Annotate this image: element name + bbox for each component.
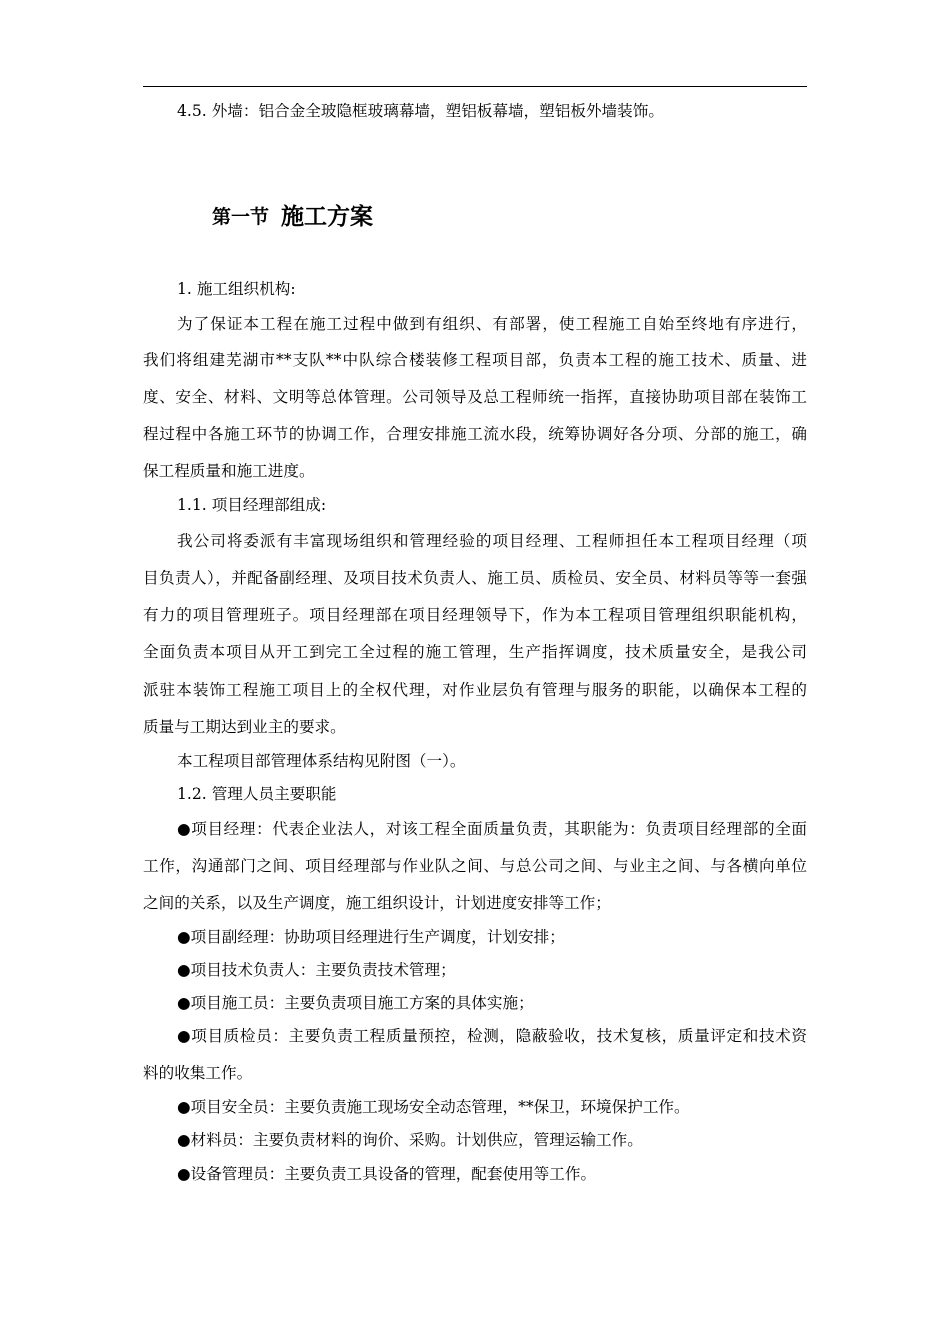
paragraph-1-line: 我们将组建芜湖市**支队**中队综合楼装修工程项目部，负责本工程的施工技术、质量、进 xyxy=(143,351,807,369)
duty-project-manager-line: ●项目经理：代表企业法人，对该工程全面质量负责，其职能为：负责项目经理部的全面 xyxy=(177,820,807,838)
heading-1-organization: 1. 施工组织机构: xyxy=(177,280,296,298)
duty-technical-lead: ●项目技术负责人：主要负责技术管理； xyxy=(177,961,456,979)
paragraph-2-line: 派驻本装饰工程施工项目上的全权代理，对作业层负有管理与服务的职能，以确保本工程的 xyxy=(143,681,807,699)
paragraph-1-line: 程过程中各施工环节的协调工作，合理安排施工流水段，统筹协调好各分项、分部的施工，确 xyxy=(143,425,807,443)
paragraph-2-line: 目负责人），并配备副经理、及项目技术负责人、施工员、质检员、安全员、材料员等等一套强 xyxy=(143,569,807,587)
duty-quality-inspector-line: 料的收集工作。 xyxy=(143,1064,253,1082)
duty-project-manager-line: 工作，沟通部门之间、项目经理部与作业队之间、与总公司之间、与业主之间、与各横向单位 xyxy=(143,857,807,875)
paragraph-1-line: 保工程质量和施工进度。 xyxy=(143,462,315,480)
heading-1-1-project-department: 1.1. 项目经理部组成: xyxy=(177,496,327,514)
section-title: 施工方案 xyxy=(281,204,374,230)
duty-material-clerk: ●材料员：主要负责材料的询价、采购。计划供应，管理运输工作。 xyxy=(177,1131,643,1149)
paragraph-3-attachment-ref: 本工程项目部管理体系结构见附图（一）。 xyxy=(177,752,466,770)
header-rule xyxy=(143,86,807,87)
heading-1-2-management-duties: 1.2. 管理人员主要职能 xyxy=(177,785,337,803)
paragraph-1-line: 度、安全、材料、文明等总体管理。公司领导及总工程师统一指挥，直接协助项目部在装饰工 xyxy=(143,388,807,406)
duty-project-manager-line: 之间的关系，以及生产调度，施工组织设计，计划进度安排等工作； xyxy=(143,894,611,912)
paragraph-2-line: 质量与工期达到业主的要求。 xyxy=(143,718,346,736)
duty-deputy-manager: ●项目副经理：协助项目经理进行生产调度，计划安排； xyxy=(177,928,565,946)
duty-construction-worker: ●项目施工员：主要负责项目施工方案的具体实施； xyxy=(177,994,534,1012)
paragraph-2-line: 有力的项目管理班子。项目经理部在项目经理领导下，作为本工程项目管理组织职能机构， xyxy=(143,606,807,624)
paragraph-1-line: 为了保证本工程在施工过程中做到有组织、有部署，使工程施工自始至终地有序进行， xyxy=(177,315,807,333)
duty-safety-officer: ●项目安全员：主要负责施工现场安全动态管理，**保卫，环境保护工作。 xyxy=(177,1098,690,1116)
duty-equipment-manager: ●设备管理员：主要负责工具设备的管理，配套使用等工作。 xyxy=(177,1165,597,1183)
section-number: 第一节 xyxy=(212,206,270,228)
section-heading xyxy=(212,198,373,231)
item-4-5-exterior-wall: 4.5. 外墙：铝合金全玻隐框玻璃幕墙，塑铝板幕墙，塑铝板外墙装饰。 xyxy=(177,102,664,120)
duty-quality-inspector-line: ●项目质检员：主要负责工程质量预控，检测，隐蔽验收，技术复核，质量评定和技术资 xyxy=(177,1027,807,1045)
paragraph-2-line: 全面负责本项目从开工到完工全过程的施工管理，生产指挥调度，技术质量安全，是我公司 xyxy=(143,643,807,661)
paragraph-2-line: 我公司将委派有丰富现场组织和管理经验的项目经理、工程师担任本工程项目经理（项 xyxy=(177,532,807,550)
